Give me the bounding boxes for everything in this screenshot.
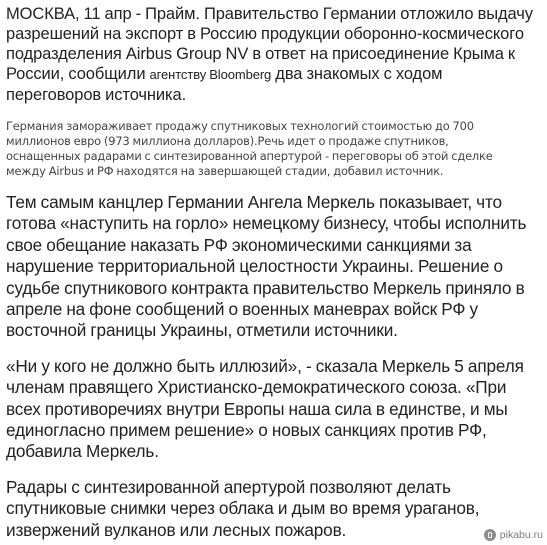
- watermark: [484, 529, 543, 541]
- agency-name: агентству Bloomberg: [149, 67, 272, 82]
- watermark-text: pikabu.ru: [499, 529, 543, 541]
- body-paragraph: Радары с синтезированной апертурой позволяют делать спутниковые снимки через облака и дым во время ураганов, извержений вулканов или лесных пожаров.: [6, 476, 480, 540]
- lead-text-end: два знакомых с ходом переговоров источника.: [6, 65, 443, 104]
- body-paragraph: Тем самым канцлер Германии Ангела Меркель показывает, что готова «наступить на горло» немецкому бизнесу, чтобы исполнить свое обещание наказать РФ экономическими санкциями за нарушение территориальной целостности Украины. Решение о судьбе спутникового контракта правительство Меркель приняло в апреле на фоне сообщений о военных маневрах войск РФ у восточной границы Украины, отметили источники.: [6, 192, 527, 341]
- pikabu-logo-icon: [484, 529, 496, 541]
- lead-text: МОСКВА, 11 апр - Прайм. Правительство Германии отложило выдачу разрешений на экспорт в Россию продукции оборонно-космического подразделения Airbus Group NV в ответ на присоединение Крыма к России, сообщили: [6, 5, 533, 83]
- note-paragraph: Германия замораживает продажу спутниковых технологий стоимостью до 700 миллионов евро (973 миллиона долларов).Речь идет о продаже спутников, оснащенных радарами с синтезированной апертурой - переговоры об этой сделке между Airbus и РФ находятся на завершающей стадии, добавил источник.: [6, 119, 493, 178]
- lead-paragraph: [6, 4, 541, 105]
- body-paragraph: «Ни у кого не должно быть иллюзий», - сказала Меркель 5 апреля членам правящего Христианско-демократического союза. «При всех противоречиях внутри Европы наша сила в единстве, и мы единогласно примем решение» о новых санкциях против РФ, добавила Меркель.: [6, 355, 524, 462]
